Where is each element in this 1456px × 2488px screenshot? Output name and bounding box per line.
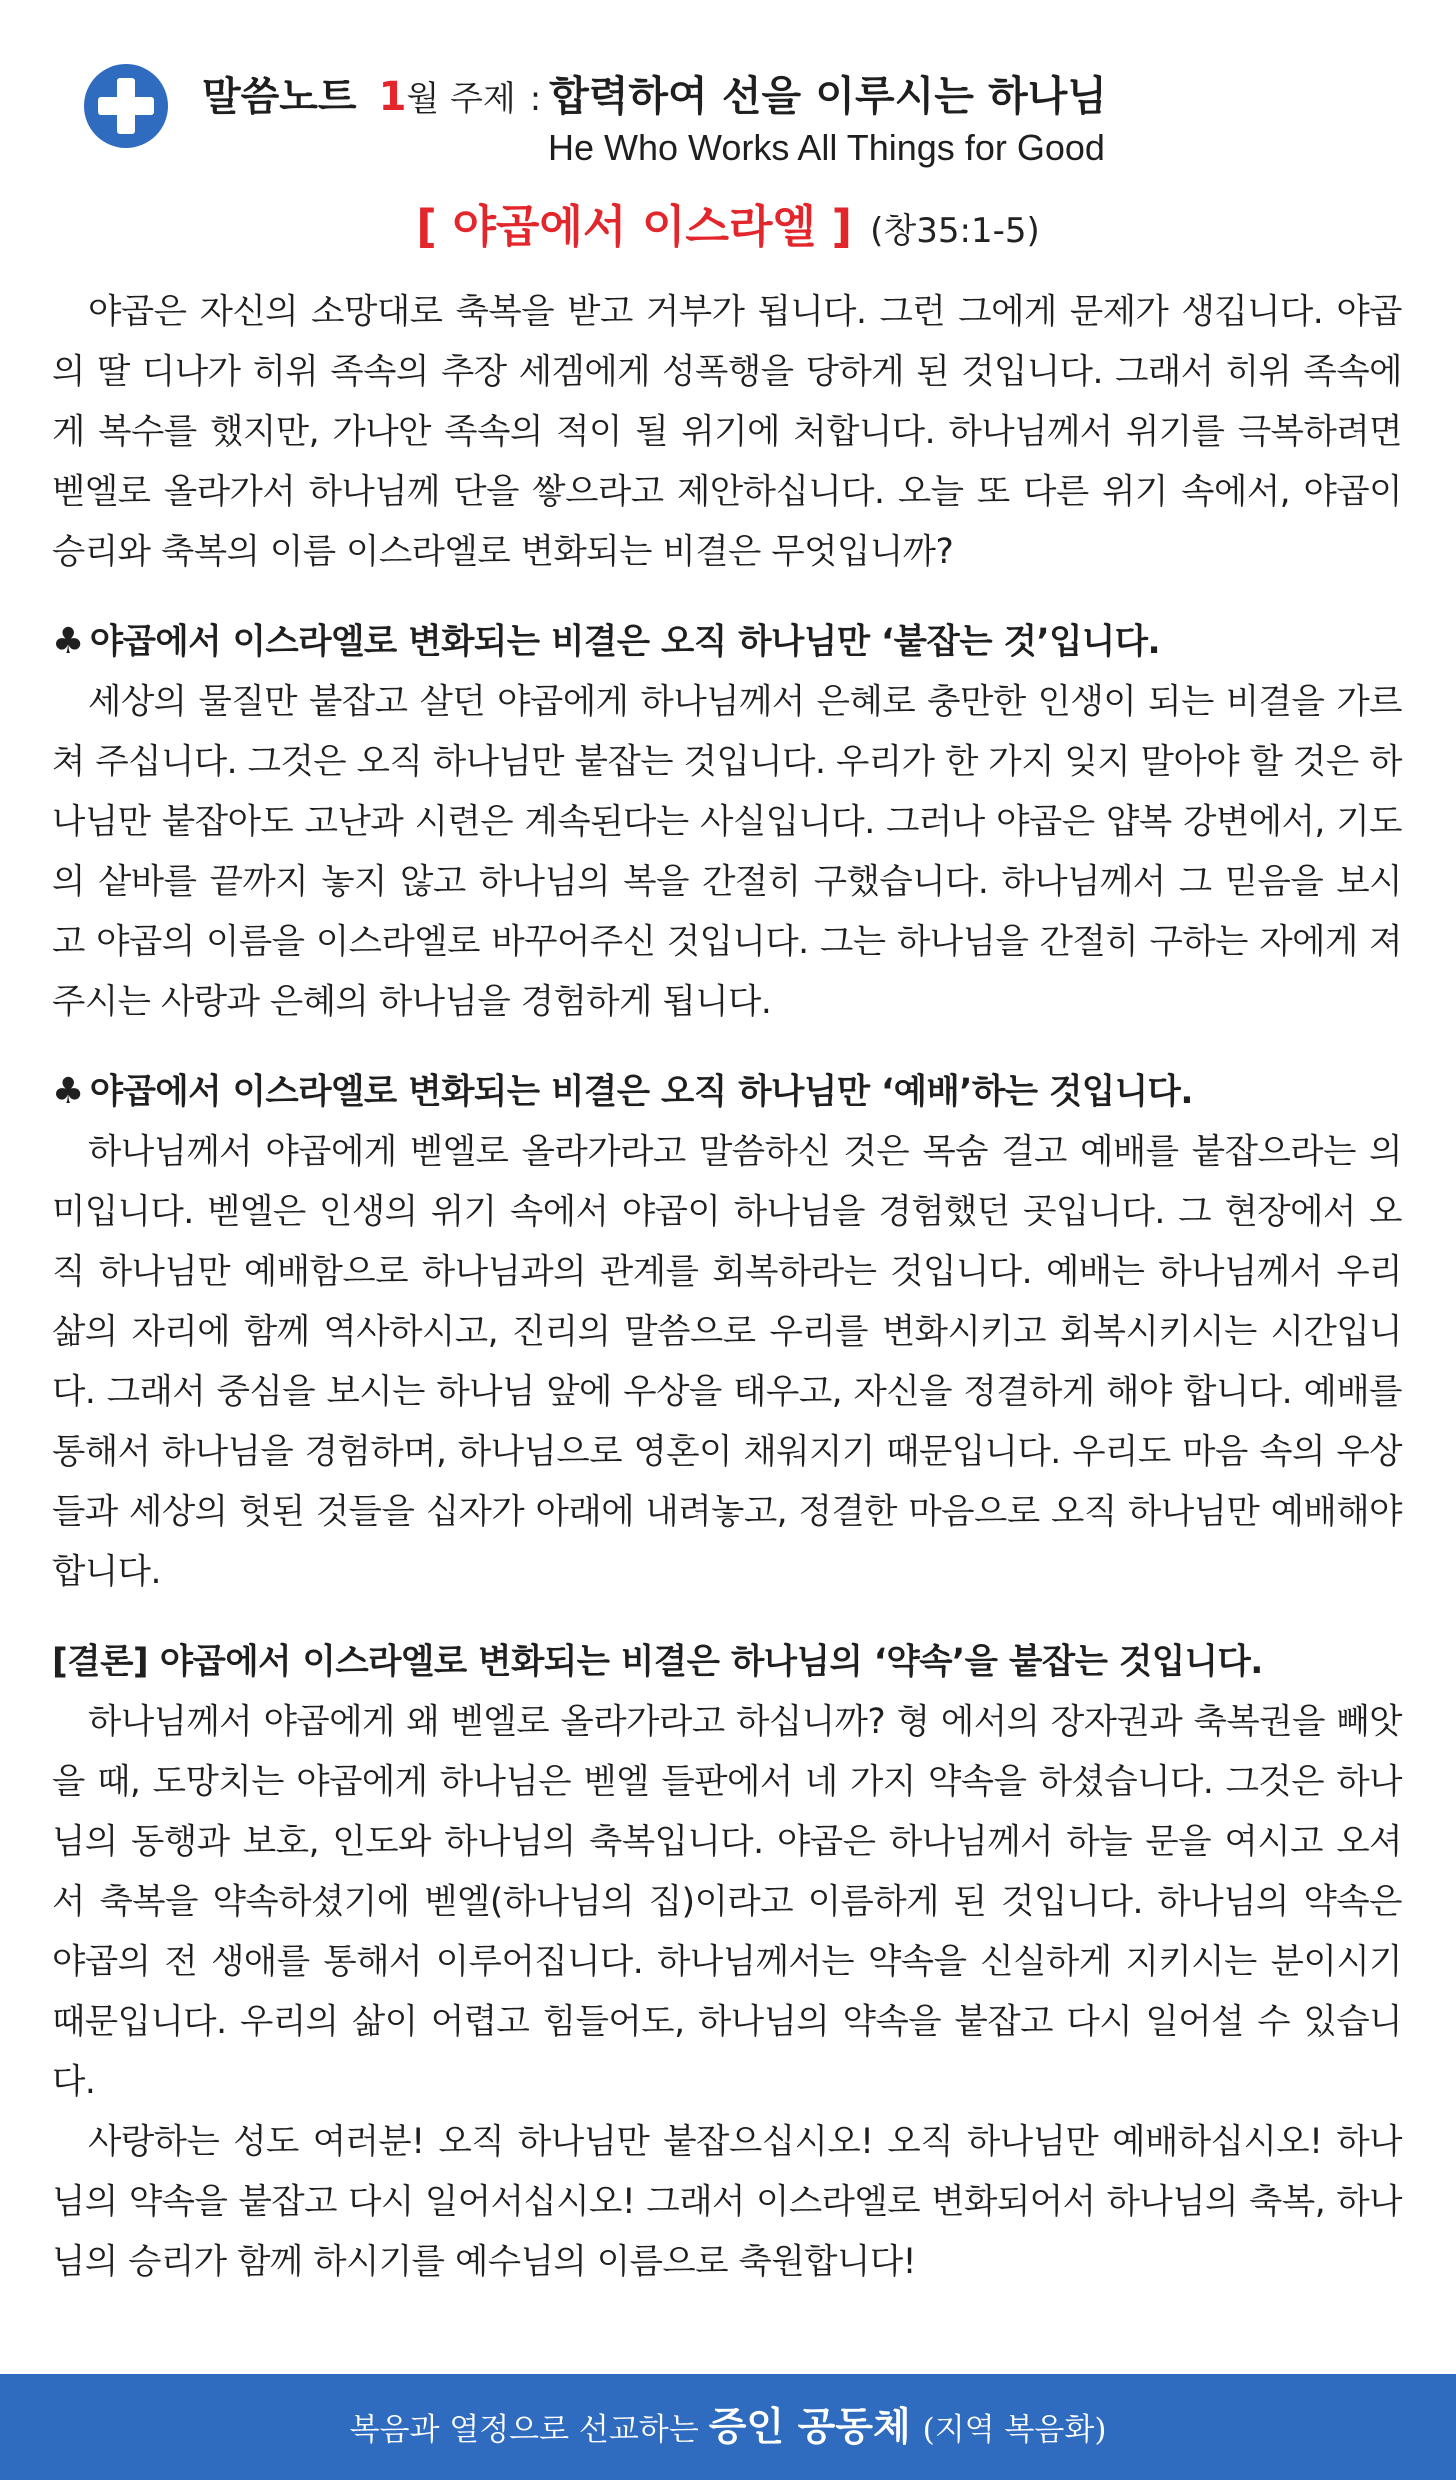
section-heading [52,1062,1402,1122]
club-icon: ♣ [52,621,84,662]
month-label: 월 주제 [406,79,516,119]
header [84,62,1384,182]
community-name: 증인 공동체 [708,2404,911,2450]
section-heading-text: 야곱에서 이스라엘로 변화되는 비결은 오직 하나님만 ‘예배’하는 것입니다. [89,1072,1193,1112]
footer-suffix: (지역 복음화) [922,2412,1107,2448]
section-body: 세상의 물질만 붙잡고 살던 야곱에게 하나님께서 은혜로 충만한 인생이 되는 비결을 가르쳐 주십니다. 그것은 오직 하나님만 붙잡는 것입니다. 우리가 한 가지 잊지 말아야 할 것은 하나님만 붙잡아도 고난과 시련은 계속된다는 사실입니다. 그러나 야곱은 얍복 강변에서, 기도의 샅바를 끝까지 놓지 않고 하나님의 복을 간절히 구했습니다. 하나님께서 그 믿음을 보시고 야곱의 이름을 이스라엘로 바꾸어주신 것입니다. 그는 하나님을 간절히 구하는 자에게 져주시는 사랑과 은혜의 하나님을 경험하게 됩니다. [52,682,1402,1022]
scripture-reference: (창35:1-5) [870,211,1040,251]
sermon-title-main: [ 야곱에서 이스라엘 ] [416,200,853,253]
footer-prefix: 복음과 열정으로 선교하는 [349,2412,699,2448]
conclusion-heading-text: [결론] 야곱에서 이스라엘로 변화되는 비결은 하나님의 ‘약속’을 붙잡는 것입니다. [52,1642,1263,1682]
section-body: 하나님께서 야곱에게 벧엘로 올라가라고 말씀하신 것은 목숨 걸고 예배를 붙잡으라는 의미입니다. 벧엘은 인생의 위기 속에서 야곱이 하나님을 경험했던 곳입니다. 그 현장에서 오직 하나님만 예배함으로 하나님과의 관계를 회복하라는 것입니다. 예배는 하나님께서 우리 삶의 자리에 함께 역사하시고, 진리의 말씀으로 우리를 변화시키고 회복시키시는 시간입니다. 그래서 중심을 보시는 하나님 앞에 우상을 태우고, 자신을 정결하게 해야 합니다. 예배를 통해서 하나님을 경험하며, 하나님으로 영혼이 채워지기 때문입니다. 우리도 마음 속의 우상들과 세상의 헛된 것들을 십자가 아래에 내려놓고, 정결한 마음으로 오직 하나님만 예배해야 합니다. [52,1132,1402,1592]
series-name: 말씀노트 [202,74,357,120]
sermon-content [52,282,1402,2292]
footer-banner [0,2374,1456,2480]
sermon-title [0,190,1456,255]
closing-paragraph: 사랑하는 성도 여러분! 오직 하나님만 붙잡으십시오! 오직 하나님만 예배하십시오! 하나님의 약속을 붙잡고 다시 일어서십시오! 그래서 이스라엘로 변화되어서 하나님의 축복, 하나님의 승리가 함께 하시기를 예수님의 이름으로 축원합니다! [52,2122,1402,2282]
monthly-theme: 합력하여 선을 이루시는 하나님 [549,72,1107,120]
conclusion-body: 하나님께서 야곱에게 왜 벧엘로 올라가라고 하십니까? 형 에서의 장자권과 축복권을 빼앗을 때, 도망치는 야곱에게 하나님은 벧엘 들판에서 네 가지 약속을 하셨습니다. 그것은 하나님의 동행과 보호, 인도와 하나님의 축복입니다. 야곱은 하나님께서 하늘 문을 여시고 오셔서 축복을 약속하셨기에 벧엘(하나님의 집)이라고 이름하게 된 것입니다. 하나님의 약속은 야곱의 전 생애를 통해서 이루어집니다. 하나님께서는 약속을 신실하게 지키시는 분이시기 때문입니다. 우리의 삶이 어렵고 힘들어도, 하나님의 약속을 붙잡고 다시 일어설 수 있습니다. [52,1702,1402,2102]
intro-paragraph: 야곱은 자신의 소망대로 축복을 받고 거부가 됩니다. 그런 그에게 문제가 생깁니다. 야곱의 딸 디나가 히위 족속의 추장 세겜에게 성폭행을 당하게 된 것입니다. 그래서 히위 족속에게 복수를 했지만, 가나안 족속의 적이 될 위기에 처합니다. 하나님께서 위기를 극복하려면 벧엘로 올라가서 하나님께 단을 쌓으라고 제안하십니다. 오늘 또 다른 위기 속에서, 야곱이 승리와 축복의 이름 이스라엘로 변화되는 비결은 무엇입니까? [52,292,1402,572]
section-heading-text: 야곱에서 이스라엘로 변화되는 비결은 오직 하나님만 ‘붙잡는 것’입니다. [89,622,1161,662]
theme-colon: : [529,79,542,119]
plus-cross-icon [84,64,168,148]
header-title-line [202,72,1107,123]
club-icon: ♣ [52,1071,84,1112]
monthly-theme-english: He Who Works All Things for Good [548,127,1105,168]
conclusion-heading [52,1632,1402,1692]
section-heading [52,612,1402,672]
month-number: 1 [378,74,407,120]
